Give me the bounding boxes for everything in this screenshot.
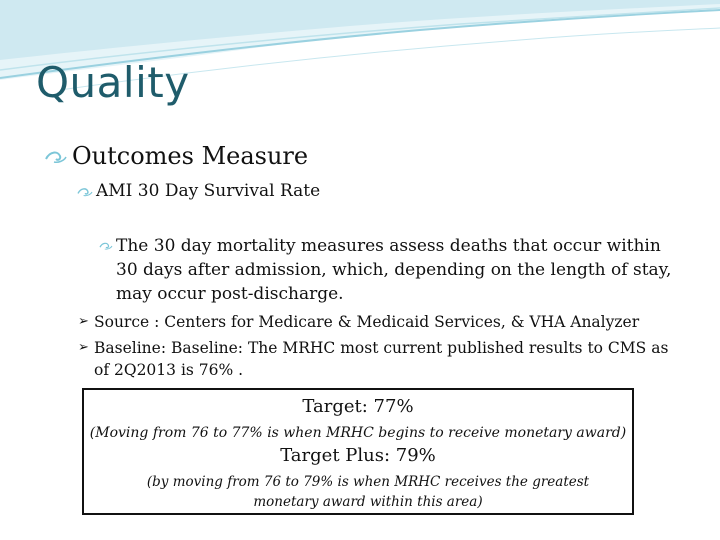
- curl-bullet-icon: [98, 240, 114, 252]
- source-text: Source : Centers for Medicare & Medicaid Services, & VHA Analyzer: [94, 313, 640, 331]
- curl-bullet-icon: [44, 147, 68, 167]
- arrow-bullet-icon: ➢: [78, 314, 89, 329]
- level1-text: Outcomes Measure: [72, 142, 309, 170]
- target-plus-heading: Target Plus: 79%: [280, 445, 436, 466]
- arrow-bullet-icon: ➢: [78, 340, 89, 355]
- level3-text: The 30 day mortality measures assess deaths that occur within 30 days after admission, which, depending on the length of stay, may occur post-discharge.: [116, 236, 672, 304]
- level2-text: AMI 30 Day Survival Rate: [96, 181, 321, 201]
- slide-title: Quality: [36, 58, 190, 107]
- target-note: (Moving from 76 to 77% is when MRHC begins to receive monetary award): [89, 425, 627, 441]
- curl-bullet-icon: [76, 185, 94, 199]
- target-plus-note: (by moving from 76 to 79% is when MRHC receives the greatest monetary award within this area): [146, 474, 590, 510]
- target-box: [82, 388, 634, 515]
- target-heading: Target: 77%: [302, 396, 414, 417]
- baseline-text: Baseline: Baseline: The MRHC most current published results to CMS as of 2Q2013 is 76% .: [94, 339, 669, 379]
